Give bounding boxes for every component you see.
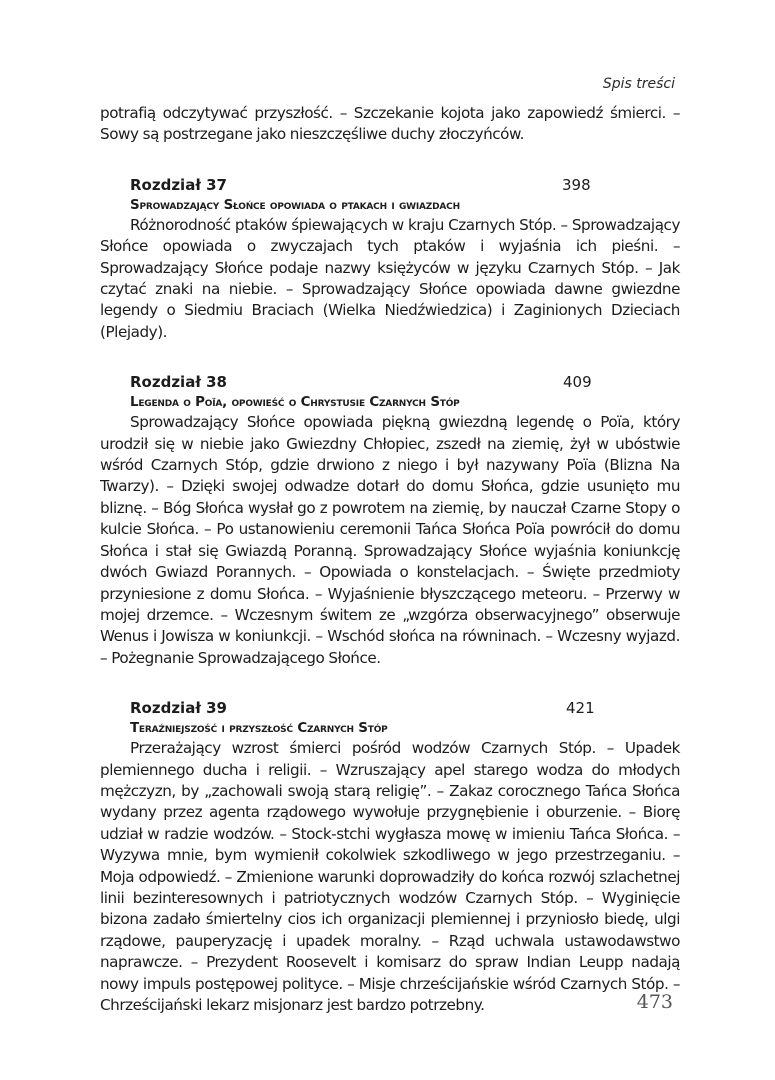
chapter-title: Teraźniejszość i przyszłość Czarnych Stóp [130, 721, 388, 737]
chapter-title: Sprowadzający Słońce opowiada o ptakach i gwiazdach [130, 197, 460, 213]
continued-summary: potrafią odczytywać przyszłość. – Szczekanie kojota jako zapowiedź śmierci. – Sowy są postrzegane jako nieszczęśliwe duchy złoczyńców. [100, 104, 680, 144]
chapter-label: Rozdział 38 [130, 373, 227, 392]
chapter-entry-39 [100, 698, 680, 1016]
table-of-contents [100, 103, 680, 1016]
chapter-page-number: 398 [562, 175, 591, 194]
chapter-summary: Sprowadzający Słońce opowiada piękną gwiezdną legendę o Poïa, który urodził się w niebie jako Gwiezdny Chłopiec, zszedł na ziemię, żył w ubóstwie wśród Czarnych Stóp, gdzie drwiono z niego i był nazywany Poïa (Blizna Na Twarzy). – Dzięki swojej odwadze dotarł do domu Słońca, gdzie usunięto mu bliznę. – Bóg Słońca wysłał go z powrotem na ziemię, by nauczał Czarne Stopy o kulcie Słońca. – Po ustanowieniu ceremonii Tańca Słońca Poïa powrócił do domu Słońca i stał się Gwiazdą Poranną. Sprowadzający Słońce wyjaśnia koniunkcję dwóch Gwiazd Porannych. – Opowiada o konstelacjach. – Święte przedmioty przyniesione z domu Słońca. – Wyjaśnienie błyszczącego meteoru. – Przerwy w mojej drzemce. – Wczesnym świtem ze „wzgórza obserwacyjnego” obserwuje Wenus i Jowisza w koniunkcji. – Wschód słońca na równinach. – Wczesny wyjazd. – Pożegnanie Sprowadzającego Słońce. [100, 413, 680, 667]
chapter-heading [130, 698, 680, 719]
running-header: Spis treści [602, 76, 675, 92]
chapter-summary: Różnorodność ptaków śpiewających w kraju Czarnych Stóp. – Sprowadzający Słońce opowiada o zwyczajach tych ptaków i wyjaśnia ich pieśni. – Sprowadzający Słońce podaje nazwy księżyców w języku Czarnych Stóp. – Jak czytać znaki na niebie. – Sprowadzający Słońce opowiada dawne gwiezdne legendy o Siedmiu Braciach (Wielka Niedźwiedzica) i Zaginionych Dzieciach (Plejady). [100, 215, 680, 341]
chapter-heading [130, 372, 680, 393]
chapter-title: Legenda o Poïa, opowieść o Chrystusie Czarnych Stóp [130, 395, 460, 411]
chapter-entry-37 [100, 175, 680, 343]
page-number: 473 [636, 991, 673, 1013]
chapter-page-number: 409 [563, 373, 592, 392]
chapter-entry-38 [100, 372, 680, 669]
chapter-label: Rozdział 37 [130, 175, 227, 194]
chapter-page-number: 421 [566, 699, 595, 718]
chapter-heading [130, 175, 680, 196]
chapter-summary: Przerażający wzrost śmierci pośród wodzów Czarnych Stóp. – Upadek plemiennego ducha i religii. – Wzruszający apel starego wodza do młodych mężczyzn, by „zachowali swoją starą religię”. – Zakaz corocznego Tańca Słońca wydany przez agenta rządowego wywołuje przygnębienie i oburzenie. – Biorę udział w radzie wodzów. – Stock-stchi wygłasza mowę w imieniu Tańca Słońca. – Wyzywa mnie, bym wymienił cokolwiek szkodliwego w jego przestrzeganiu. – Moja odpowiedź. – Zmienione warunki doprowadziły do końca rozwój szlachetnej linii bezinteresownych i patriotycznych wodzów Czarnych Stóp. – Wyginięcie bizona zadało śmiertelny cios ich organizacji plemiennej i przyniosło biedę, ulgi rządowe, pauperyzację i upadek moralny. – Rząd uchwala ustawodawstwo naprawcze. – Prezydent Roosevelt i komisarz do spraw Indian Leupp nadają nowy impuls postępowej polityce. – Misje chrześcijańskie wśród Czarnych Stóp. – Chrześcijański lekarz misjonarz jest bardzo potrzebny. [100, 739, 680, 1014]
chapter-label: Rozdział 39 [130, 699, 227, 718]
